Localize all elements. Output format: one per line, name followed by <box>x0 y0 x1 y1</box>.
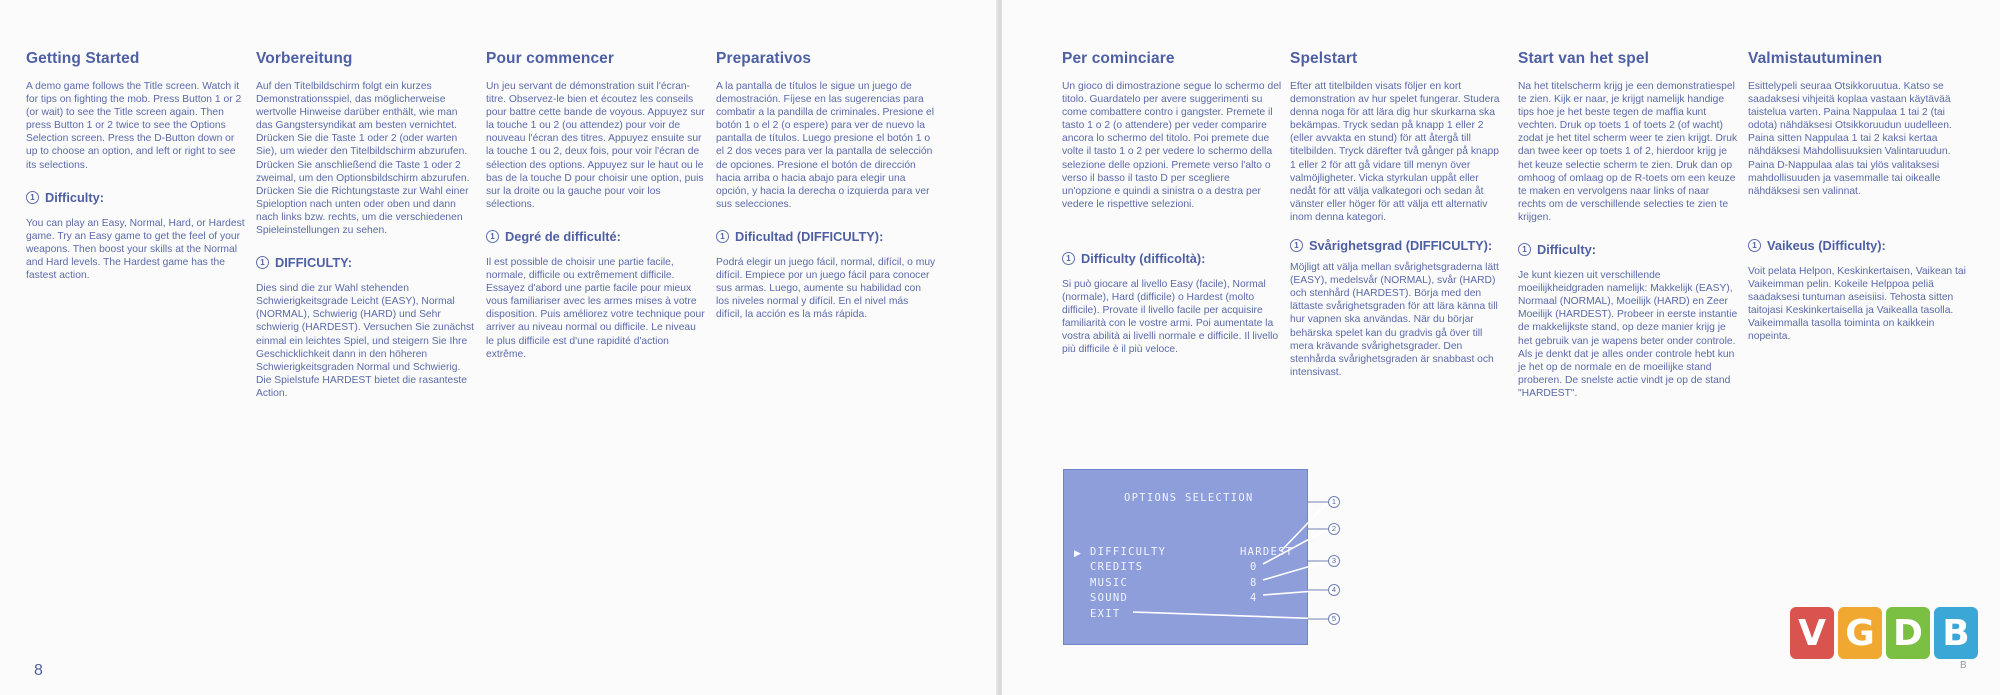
option-label-sound: SOUND <box>1090 592 1129 604</box>
subsection-title: Vaikeus (Difficulty): <box>1767 237 1886 253</box>
option-label-difficulty: DIFFICULTY <box>1090 546 1167 558</box>
subsection-heading <box>1518 242 1738 257</box>
logo-letter-d: D <box>1886 607 1930 659</box>
subsection-title: Svårighetsgrad (DIFFICULTY): <box>1309 238 1493 254</box>
callout-lines <box>1063 469 1363 649</box>
subsection-heading <box>1062 251 1282 266</box>
subsection-body: Je kunt kiezen uit verschillende moeilijkheidgraden namelijk: Makkelijk (EASY), Normaal (NORMAL), Moeilijk (HARD) en Zeer Moeilijk (HARDEST). Probeer in eerste instantie de makkelijkste stand, op deze manier krijg je het gebruik van je wapens beter onder controle. Als je denkt dat je alles onder controle hebt kun je het op de normale en de moeilijke stand proberen. De snelste actie vindt je op de stand "HARDEST". <box>1518 270 1738 399</box>
circled-number-icon: 1 <box>716 230 729 243</box>
option-label-exit: EXIT <box>1090 608 1121 620</box>
section-intro: Efter att titelbilden visats följer en kort demonstration av hur spelet fungerar. Studera denna noga för att lära dig hur skurkarna ska bekämpas. Tryck sedan på knapp 1 eller 2 (eller avvakta en stund) för att återgå till titelbilden. Tryck därefter två gånger på knapp 1 eller 2 för att gå vidare till menyn över valmöjligheter. Vicka styrkulan uppåt eller nedåt för att välja valkategori och sedan åt vänster eller höger för att välja ett alternativ inom denna kategori. <box>1290 81 1500 223</box>
subsection-title: Difficulty (difficoltà): <box>1081 250 1206 266</box>
callout-number-3: 3 <box>1328 555 1340 567</box>
subsection-heading <box>486 229 706 244</box>
option-value-sound: 4 <box>1250 592 1258 604</box>
cursor-arrow-icon: ▶ <box>1074 548 1081 558</box>
circled-number-icon: 1 <box>1748 239 1761 252</box>
corner-mark: B <box>1960 660 1967 671</box>
option-label-credits: CREDITS <box>1090 561 1144 573</box>
subsection-body: Möjligt att välja mellan svårighetsgraderna lätt (EASY), medelsvår (NORMAL), svår (HARD) och stenhård (HARDEST). Börja med den lättaste svårighetsgraden för att lära känna till hur vapnen ska användas. När du börjar behärska spelet kan du gradvis gå över till mera krävande svårighetsgrader. Den stenhårda svårighetsgraden är snabbast och intensivast. <box>1290 262 1499 378</box>
section-title: Spelstart <box>1290 50 1358 67</box>
section-title: Start van het spel <box>1518 50 1650 67</box>
section-title: Pour commencer <box>486 50 615 67</box>
option-value-difficulty: HARDEST <box>1240 546 1294 558</box>
subsection-body: Voit pelata Helpon, Keskinkertaisen, Vaikean tai Vaikeimman pelin. Kokeile Helppoa peliä saadaksesi tuntuman aseisiisi. Tehosta sitten taitojasi Keskinkertaisella ja Vaikealla tasolla. Vaikeimmalla tasolla toiminta on kaikkein nopeinta. <box>1748 265 1966 343</box>
column-french <box>486 44 706 361</box>
logo-letter-b: B <box>1934 607 1978 659</box>
subsection-title: DIFFICULTY: <box>275 255 352 271</box>
column-finnish <box>1748 44 1968 343</box>
circled-number-icon: 1 <box>26 191 39 204</box>
column-swedish <box>1290 44 1505 379</box>
circled-number-icon: 1 <box>486 230 499 243</box>
option-label-music: MUSIC <box>1090 577 1129 589</box>
page-number: 8 <box>34 662 43 679</box>
subsection-heading <box>256 255 476 270</box>
section-intro: A demo game follows the Title screen. Watch it for tips on fighting the mob. Press Button 1 or 2 (or wait) to see the Title screen again. Then press Button 1 or 2 twice to see the Options Selection screen. Press the D-Button down or up to choose an option, and left or right to see its selections. <box>26 81 242 171</box>
subsection-heading <box>26 190 246 205</box>
options-screen-title: OPTIONS SELECTION <box>1124 492 1254 504</box>
subsection-body: Dies sind die zur Wahl stehenden Schwierigkeitsgrade Leicht (EASY), Normal (NORMAL), Schwierig (HARD) und Sehr schwierig (HARDEST). Versuchen Sie zunächst einmal ein leichtes Spiel, und steigern Sie Ihre Geschicklichkeit dann in den höheren Schwierigkeitsgraden Normal und Schwierig. Die Spielstufe HARDEST bietet die rasanteste Action. <box>256 283 475 399</box>
subsection-body: You can play an Easy, Normal, Hard, or Hardest game. Try an Easy game to get the feel of your weapons. Then boost your skills at the Normal and Hard levels. The Hardest game has the fastest action. <box>26 217 245 282</box>
subsection-heading <box>1290 238 1505 253</box>
section-title: Valmistautuminen <box>1748 50 1883 67</box>
column-dutch <box>1518 44 1738 400</box>
callout-number-2: 2 <box>1328 523 1340 535</box>
column-spanish <box>716 44 936 321</box>
logo-letter-v: V <box>1790 607 1834 659</box>
column-german <box>256 44 476 400</box>
subsection-title: Difficulty: <box>45 189 105 205</box>
subsection-title: Dificultad (DIFFICULTY): <box>735 228 884 244</box>
callout-number-1: 1 <box>1328 496 1340 508</box>
subsection-body: Il est possible de choisir une partie facile, normale, difficile ou extrêmement difficile. Essayez d'abord une partie facile pour mieux vous familiariser avec les armes mises à votre disposition. Puis améliorez votre technique pour arriver au niveau normal ou difficile. Le niveau le plus difficile est d'une rapidité d'action extrême. <box>486 256 705 360</box>
circled-number-icon: 1 <box>1518 243 1531 256</box>
circled-number-icon: 1 <box>1062 252 1075 265</box>
section-title: Getting Started <box>26 50 140 67</box>
subsection-title: Degré de difficulté: <box>505 228 621 244</box>
section-intro: Na het titelscherm krijg je een demonstratiespel te zien. Kijk er naar, je krijgt namelijk handige tips hoe je het beste tegen de maffia kunt vechten. Druk op toets 1 of toets 2 (of wacht) zodat je het titel scherm weer te zien krijgt. Druk dan twee keer op toets 1 of 2, hierdoor krijg je het keuze selectie scherm te zien. Druk dan op omhoog of omlaag op de R-toets om een keuze te maken en vervolgens naar links of naar rechts om de verschillende selecties te zien te krijgen. <box>1518 81 1738 223</box>
subsection-heading <box>1748 238 1968 253</box>
subsection-heading <box>716 229 936 244</box>
callout-number-5: 5 <box>1328 613 1340 625</box>
section-title: Vorbereitung <box>256 50 353 67</box>
circled-number-icon: 1 <box>256 256 269 269</box>
section-intro: Auf den Titelbildschirm folgt ein kurzes Demonstrationsspiel, das möglicherweise wertvolle Hinweise darüber enthält, wie man das Gangstersyndikat am besten vernichtet. Drücken Sie die Taste 1 oder 2 (oder warten Sie), um wieder den Titelbildschirm abzurufen. Drücken Sie anschließend die Taste 1 oder 2 zweimal, um den Optionsbildschirm abzurufen. Drücken Sie die Richtungstaste zur Wahl einer Spieloption nach unten oder oben und dann nach links bzw. rechts, um die verschiedenen Spieleinstellungen zu sehen. <box>256 81 470 237</box>
column-italian <box>1062 44 1282 357</box>
subsection-title: Difficulty: <box>1537 242 1597 258</box>
callout-number-4: 4 <box>1328 584 1340 596</box>
section-title: Preparativos <box>716 50 812 67</box>
vgdb-logo <box>1790 607 1978 659</box>
section-intro: Un jeu servant de démonstration suit l'écran-titre. Observez-le bien et écoutez les conseils pour battre cette bande de voyous. Appuyez sur la touche 1 ou 2 (ou attendez) pour voir de nouveau l'écran des titres. Appuyez ensuite sur la touche 1 ou 2, deux fois, pour voir l'écran de sélection des options. Appuyez sur le haut ou le bas de la touche D pour choisir une option, puis sur la droite ou la gauche pour voir los sélections. <box>486 81 705 210</box>
circled-number-icon: 1 <box>1290 239 1303 252</box>
section-title: Per cominciare <box>1062 50 1175 67</box>
subsection-body: Si può giocare al livello Easy (facile), Normal (normale), Hard (difficile) o Hardest (molto difficile). Provate il livello facile per acquisire familiarità con le vostre armi. Poi aumentate la vostra abilità ai livelli normale e difficile. Il livello più difficile è il più veloce. <box>1062 278 1279 356</box>
option-value-credits: 0 <box>1250 561 1258 573</box>
option-value-music: 8 <box>1250 577 1258 589</box>
column-english <box>26 44 246 282</box>
section-intro: Un gioco di dimostrazione segue lo schermo del titolo. Guardatelo per avere suggerimenti su come combattere contro i gangster. Premete il tasto 1 o 2 (o attendere) per veder comparire ancora lo schermo del titolo. Poi premete due volte il tasto 1 o 2 per vedere lo schermo della selezione delle opzioni. Premete verso l'alto o verso il basso il tasto D per scegliere un'opzione e quindi a sinistra o a destra per vedere le rispettive selezioni. <box>1062 81 1282 210</box>
section-intro: Esittelypeli seuraa Otsikkoruutua. Katso se saadaksesi vihjeitä koplaa vastaan käytävää taistelua varten. Paina Nappulaa 1 tai 2 (tai odota) nähdäksesi Otsikkoruudun uudelleen. Paina sitten Nappulaa 1 tai 2 kaksi kertaa nähdäksesi Mahdollisuuksien Valintaruudun. Paina D-Nappulaa alas tai ylös valitaksesi mahdollisuuden ja vasemmalle tai oikealle nähdäksesi sen valinnat. <box>1748 81 1952 197</box>
subsection-body: Podrá elegir un juego fácil, normal, difícil, o muy difícil. Empiece por un juego fácil para conocer sus armas. Luego, aumente su habilidad con los niveles normal y difícil. En el nivel más difícil, la acción es la más rápida. <box>716 256 936 321</box>
logo-letter-g: G <box>1838 607 1882 659</box>
section-intro: A la pantalla de títulos le sigue un juego de demostración. Fíjese en las sugerencias para combatir a la pandilla de criminales. Presione el botón 1 o el 2 (o espere) para ver de nuevo la pantalla de títulos. Luego presione el botón 1 o el 2 dos veces para ver la pantalla de selección de opciones. Presione el botón de dirección hacia arriba o hacia abajo para elegir una opción, y hacia la derecha o izquierda para ver sus selecciones. <box>716 81 935 210</box>
